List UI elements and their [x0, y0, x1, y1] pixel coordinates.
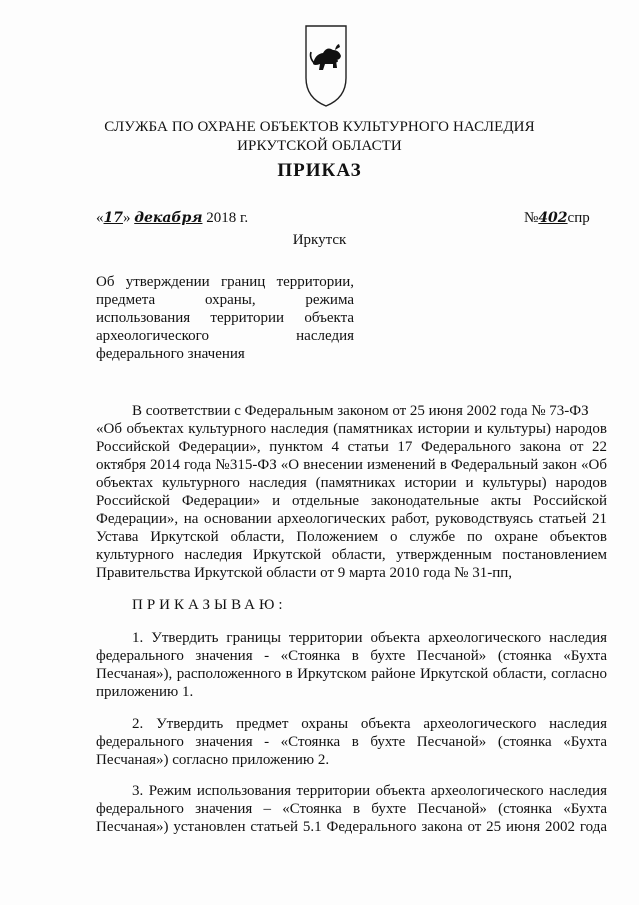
subject-line: предмета охраны, режима	[96, 292, 354, 308]
item-line: приложению 1.	[96, 684, 194, 700]
subject-line: Об утверждении границ территории,	[96, 274, 354, 290]
item-line: федерального значения - «Стоянка в бухте Песчаной» (стоянка «Бухта	[96, 734, 607, 750]
preamble-paragraph	[96, 402, 607, 582]
preamble-line: культурного наследия Иркутской области, утвержденным постановлением	[96, 547, 607, 563]
item-line: федерального значения - «Стоянка в бухте Песчаной» (стоянка «Бухта	[96, 648, 607, 664]
order-item-3	[96, 782, 607, 836]
order-word: ПРИКАЗЫВАЮ:	[132, 597, 287, 613]
item-line: Песчаная») установлен статьей 5.1 Федерального закона от 25 июня 2002 года	[96, 819, 607, 835]
preamble-line: «Об объектах культурного наследия (памятниках истории и культуры) народов	[96, 421, 607, 437]
preamble-line: Правительства Иркутской области от 9 марта 2010 года № 31-пп,	[96, 565, 512, 581]
item-line: 3. Режим использования территории объекта археологического наследия	[132, 783, 607, 799]
number-prefix: №	[524, 210, 539, 226]
number-handwritten: 402	[538, 210, 568, 226]
item-line: 1. Утвердить границы территории объекта археологического наследия	[132, 630, 607, 646]
preamble-line: объектах культурного наследия (памятниках истории и культуры) народов	[96, 475, 607, 491]
subject-line: археологического наследия	[96, 328, 354, 344]
number-suffix: спр	[567, 210, 590, 226]
organization-name-line2: ИРКУТСКОЙ ОБЛАСТИ	[237, 138, 402, 154]
order-item-2	[96, 715, 607, 769]
preamble-line: Российской Федерации» и отдельные законодательные акты Российской	[96, 493, 607, 509]
item-line: Песчаная»), расположенного в Иркутском районе Иркутской области, согласно	[96, 666, 607, 682]
preamble-line: Устава Иркутской области, Положением о службе по охране объектов	[96, 529, 607, 545]
date-month-handwritten: декабря	[134, 210, 203, 226]
item-line: 2. Утвердить предмет охраны объекта археологического наследия	[132, 716, 607, 732]
subject-line: использования территории объекта	[96, 310, 354, 326]
preamble-line: Федерации», на основании археологических работ, руководствуясь статьей 21	[96, 511, 607, 527]
document-number	[524, 208, 590, 229]
preamble-line: Российской Федерации», пунктом 4 статьи 17 Федерального закона от 22	[96, 439, 607, 455]
item-line: федерального значения – «Стоянка в бухте Песчаной» (стоянка «Бухта	[96, 801, 607, 817]
document-type-title: ПРИКАЗ	[277, 160, 362, 181]
date-day-handwritten: 17	[103, 210, 123, 226]
preamble-line: В соответствии с Федеральным законом от 25 июня 2002 года № 73-ФЗ	[132, 403, 589, 419]
organization-name-line1: СЛУЖБА ПО ОХРАНЕ ОБЪЕКТОВ КУЛЬТУРНОГО НАСЛЕДИЯ	[104, 119, 535, 135]
coat-of-arms-emblem	[303, 20, 349, 110]
date-quote-close: »	[122, 210, 131, 226]
subject-line: федерального значения	[96, 346, 245, 362]
order-item-1	[96, 629, 607, 701]
document-date	[96, 208, 248, 229]
document-subject	[96, 273, 354, 363]
date-quote-open: «	[96, 210, 104, 226]
preamble-line: октября 2014 года №315-ФЗ «О внесении изменений в Федеральный закон «Об	[96, 457, 607, 473]
document-city: Иркутск	[292, 232, 347, 248]
date-year: 2018 г.	[206, 210, 249, 226]
item-line: Песчаная») согласно приложению 2.	[96, 752, 330, 768]
